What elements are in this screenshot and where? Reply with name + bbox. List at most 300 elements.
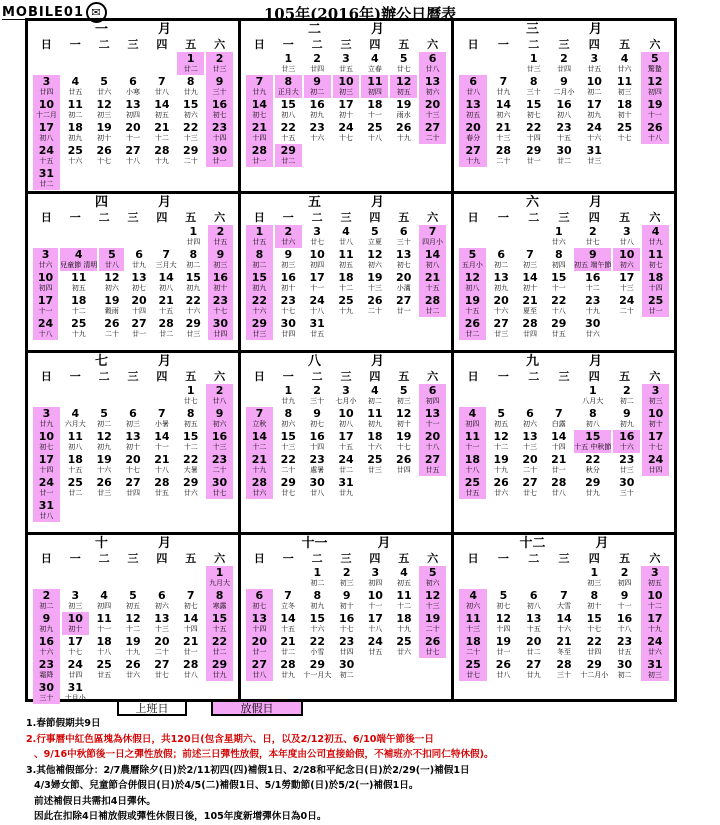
day-cell	[361, 384, 388, 407]
holiday-day-cell	[459, 453, 486, 476]
days-grid	[245, 52, 447, 167]
day-number: 13	[526, 612, 542, 625]
day-cell	[610, 121, 638, 144]
holiday-day-cell	[613, 248, 640, 271]
lunar-date: 立春	[367, 65, 382, 73]
lunar-date: 初十	[648, 420, 663, 428]
lunar-date: 廿一	[252, 648, 267, 656]
day-cell	[120, 589, 147, 612]
lunar-date: 初五	[71, 284, 86, 292]
day-number: 9	[622, 407, 631, 420]
day-number: 25	[647, 294, 664, 307]
lunar-date: 初十	[522, 284, 537, 292]
lunar-date: 十三	[281, 443, 296, 451]
day-number: 8	[189, 248, 198, 261]
day-number: 1	[313, 566, 322, 579]
lunar-date: 廿六	[647, 648, 662, 656]
day-cell	[517, 407, 544, 430]
weekday-label: 六	[214, 552, 226, 565]
day-cell	[610, 75, 638, 98]
day-number: 12	[396, 407, 412, 420]
lunar-date: 十一	[38, 307, 53, 315]
month-suffix: 月	[371, 354, 385, 369]
lunar-date: 廿四	[648, 466, 663, 474]
holiday-day-cell	[419, 121, 446, 144]
day-number: 24	[647, 635, 663, 648]
lunar-date: 廿九	[39, 420, 54, 428]
day-number: 30	[211, 476, 228, 489]
weekday-label: 一	[497, 211, 509, 224]
lunar-date: 二十	[154, 648, 169, 656]
weekday-label: 三	[558, 370, 570, 383]
day-number: 19	[96, 453, 112, 466]
holiday-day-cell	[459, 407, 486, 430]
day-number: 22	[586, 635, 602, 648]
day-cell	[361, 453, 388, 476]
day-cell	[304, 384, 331, 407]
day-cell	[177, 453, 204, 476]
day-cell	[390, 384, 417, 407]
weekday-label: 四	[156, 38, 168, 51]
lunar-date: 廿五	[368, 648, 383, 656]
lunar-date: 初四	[38, 284, 53, 292]
holiday-day-cell	[574, 248, 611, 271]
day-number: 24	[38, 144, 55, 157]
days-grid	[458, 384, 670, 499]
lunar-date: 十二	[154, 134, 169, 142]
lunar-date: 初九	[494, 284, 509, 292]
day-number: 23	[212, 294, 229, 307]
day-number: 31	[647, 658, 663, 671]
day-number: 26	[647, 121, 663, 134]
lunar-date: 二十	[104, 330, 119, 338]
lunar-date: 廿八	[252, 671, 267, 679]
day-cell	[574, 317, 611, 340]
day-number: 20	[526, 635, 542, 648]
lunar-date: 廿五	[465, 489, 480, 497]
day-cell	[361, 271, 388, 294]
weekday-label: 六	[649, 370, 661, 383]
day-cell	[275, 453, 302, 476]
lunar-date: 初三	[648, 397, 663, 405]
day-number: 28	[251, 476, 268, 489]
weekday-label: 二	[98, 38, 110, 51]
lunar-date: 初六	[104, 284, 119, 292]
lunar-date: 初六	[183, 111, 198, 119]
weekday-label: 二	[311, 552, 323, 565]
lunar-date: 十五	[39, 157, 54, 165]
holiday-day-cell	[459, 589, 487, 612]
lunar-date: 初五	[396, 88, 411, 96]
lunar-date: 廿四	[39, 88, 54, 96]
lunar-date: 初八	[465, 284, 480, 292]
day-cell	[304, 294, 331, 317]
holiday-day-cell	[459, 430, 486, 453]
day-number: 27	[424, 453, 441, 466]
lunar-date: 二十	[522, 466, 537, 474]
day-number: 16	[280, 271, 296, 284]
day-number: 26	[125, 658, 141, 671]
lunar-date: 十五	[465, 307, 480, 315]
day-cell	[391, 635, 418, 658]
lunar-date: 十一月大	[303, 671, 332, 679]
lunar-date: 廿八	[39, 512, 54, 520]
day-number: 26	[493, 476, 509, 489]
lunar-date: 十一	[368, 602, 383, 610]
day-cell	[361, 248, 388, 271]
day-number: 26	[96, 476, 112, 489]
holiday-day-cell	[33, 453, 60, 476]
lunar-date: 初六	[154, 602, 169, 610]
day-number: 4	[71, 407, 80, 420]
day-number: 18	[647, 271, 664, 284]
day-number: 23	[556, 121, 572, 134]
day-number: 29	[526, 144, 542, 157]
lunar-date: 初四	[617, 579, 632, 587]
holiday-day-cell	[246, 476, 273, 499]
day-number: 1	[186, 52, 195, 65]
month-suffix: 月	[158, 22, 172, 37]
holiday-day-cell	[275, 225, 302, 248]
day-cell	[333, 248, 360, 271]
weekday-label: 一	[69, 370, 81, 383]
day-number: 30	[619, 476, 635, 489]
day-number: 18	[367, 430, 383, 443]
day-number: 6	[469, 75, 477, 88]
holiday-day-cell	[419, 430, 446, 453]
empty-cell	[488, 384, 515, 407]
day-cell	[91, 453, 118, 476]
lunar-date: 廿五	[97, 671, 112, 679]
weekday-header	[458, 551, 670, 566]
holiday-day-cell	[419, 248, 446, 271]
day-number: 29	[280, 476, 296, 489]
day-number: 12	[125, 612, 141, 625]
month-suffix: 月	[371, 22, 385, 37]
day-cell	[517, 476, 544, 499]
day-cell	[574, 271, 611, 294]
lunar-date: 十六	[619, 443, 634, 451]
day-number: 28	[158, 317, 174, 330]
day-number: 14	[522, 271, 538, 284]
weekday-label: 二	[528, 552, 540, 565]
day-number: 10	[619, 248, 635, 261]
lunar-date: 廿二	[281, 157, 296, 165]
weekday-label: 一	[497, 38, 509, 51]
lunar-date: 初六	[212, 420, 227, 428]
lunar-date: 廿五	[252, 238, 267, 246]
day-number: 23	[38, 658, 55, 671]
day-cell	[275, 589, 302, 612]
lunar-date: 二十	[425, 625, 440, 633]
weekday-label: 五	[398, 552, 410, 565]
day-number: 3	[651, 566, 659, 579]
day-cell	[550, 52, 578, 75]
day-cell	[275, 121, 302, 144]
holiday-day-cell	[33, 98, 60, 121]
holiday-day-cell	[206, 635, 233, 658]
day-number: 4	[651, 225, 660, 238]
day-number: 29	[309, 658, 325, 671]
holiday-day-cell	[641, 658, 669, 681]
holiday-day-cell	[642, 453, 669, 476]
month-suffix: 月	[595, 536, 609, 551]
day-cell	[333, 635, 360, 658]
day-cell	[148, 407, 175, 430]
lunar-date: 廿八	[466, 88, 481, 96]
lunar-date: 廿三	[186, 330, 201, 338]
lunar-date: 廿七	[466, 671, 481, 679]
day-number: 11	[465, 612, 481, 625]
day-number: 23	[309, 453, 325, 466]
empty-cell	[545, 384, 572, 407]
month-2	[241, 21, 454, 194]
day-cell	[361, 407, 388, 430]
lunar-date: 廿九	[338, 489, 353, 497]
day-number: 25	[67, 476, 83, 489]
lunar-date: 初十	[213, 284, 228, 292]
empty-cell	[459, 566, 487, 589]
day-number: 15	[586, 612, 602, 625]
day-number: 15	[280, 430, 296, 443]
holiday-day-cell	[33, 476, 60, 499]
days-grid	[245, 566, 447, 681]
day-number: 10	[309, 248, 325, 261]
holiday-day-cell	[246, 271, 273, 294]
holiday-day-cell	[641, 635, 669, 658]
holiday-day-cell	[574, 430, 611, 453]
lunar-date: 廿六	[551, 238, 566, 246]
lunar-date: 廿二	[212, 648, 227, 656]
holiday-day-cell	[246, 635, 273, 658]
lunar-date: 兒童節 清明	[60, 261, 98, 269]
weekday-label: 三	[127, 370, 139, 383]
day-cell	[304, 52, 331, 75]
lunar-date: 十一	[310, 284, 325, 292]
day-number: 24	[309, 294, 325, 307]
day-number: 16	[211, 430, 228, 443]
day-cell	[580, 612, 608, 635]
day-cell	[580, 144, 608, 167]
day-cell	[304, 98, 331, 121]
day-number: 25	[67, 144, 83, 157]
days-grid	[458, 225, 670, 340]
day-number: 16	[619, 430, 635, 443]
day-number: 18	[71, 294, 87, 307]
lunar-date: 十九	[396, 625, 411, 633]
day-number: 30	[616, 658, 633, 671]
holiday-day-cell	[419, 52, 446, 75]
lunar-date: 廿四	[125, 489, 140, 497]
day-number: 14	[251, 430, 268, 443]
holiday-day-cell	[642, 407, 669, 430]
day-cell	[62, 658, 89, 681]
lunar-date: 十月小	[64, 694, 86, 702]
day-number: 19	[367, 271, 383, 284]
holiday-day-cell	[642, 248, 669, 271]
day-cell	[91, 75, 118, 98]
lunar-date: 初七	[310, 420, 325, 428]
lunar-date: 大雪	[556, 602, 571, 610]
holiday-day-cell	[33, 144, 60, 167]
day-cell	[99, 294, 124, 317]
lunar-date: 廿七	[310, 238, 325, 246]
weekday-label: 二	[528, 38, 540, 51]
lunar-date: 初七	[39, 443, 54, 451]
lunar-date: 廿四	[310, 65, 325, 73]
day-cell	[99, 271, 124, 294]
day-number: 5	[108, 248, 116, 261]
lunar-date: 廿八	[338, 238, 353, 246]
day-number: 20	[125, 453, 141, 466]
day-number: 3	[71, 589, 80, 602]
lunar-date: 初二	[617, 671, 632, 679]
holiday-day-cell	[275, 75, 302, 98]
day-number: 12	[396, 75, 412, 88]
month-10	[28, 535, 241, 702]
lunar-date: 十三	[212, 443, 227, 451]
day-number: 12	[464, 271, 481, 284]
lunar-date: 初四	[465, 420, 480, 428]
lunar-date: 十四	[39, 466, 54, 474]
day-number: 22	[183, 121, 199, 134]
weekday-label: 三	[340, 38, 352, 51]
weekday-label: 三	[558, 211, 570, 224]
day-number: 14	[424, 248, 441, 261]
day-cell	[580, 589, 608, 612]
lunar-date: 秋分	[585, 466, 600, 474]
day-number: 17	[38, 453, 55, 466]
weekday-label: 二	[528, 211, 540, 224]
lunar-date: 十七	[97, 157, 112, 165]
weekday-label: 六	[214, 370, 226, 383]
holiday-day-cell	[459, 248, 486, 271]
day-cell	[126, 294, 151, 317]
day-number: 13	[493, 271, 509, 284]
lunar-date: 廿八	[104, 261, 119, 269]
day-number: 23	[309, 121, 325, 134]
day-number: 13	[125, 430, 141, 443]
lunar-date: 廿三	[526, 65, 541, 73]
lunar-date: 初十	[339, 602, 354, 610]
day-number: 18	[465, 635, 481, 648]
day-number: 8	[284, 75, 293, 88]
month-number: 四	[94, 195, 108, 210]
weekday-label: 四	[369, 38, 381, 51]
day-number: 10	[38, 430, 55, 443]
day-cell	[613, 453, 640, 476]
lunar-date: 穀雨	[104, 307, 119, 315]
weekday-label: 二	[528, 370, 540, 383]
lunar-date: 二十	[183, 157, 198, 165]
weekday-label: 二	[311, 211, 323, 224]
holiday-day-cell	[419, 98, 446, 121]
day-cell	[177, 407, 204, 430]
day-number: 5	[428, 566, 437, 579]
lunar-date: 初十	[125, 443, 140, 451]
lunar-date: 十二	[183, 443, 198, 451]
day-number: 15	[185, 271, 201, 284]
lunar-date: 廿七	[154, 671, 169, 679]
day-cell	[489, 658, 517, 681]
lunar-date: 初七	[648, 261, 663, 269]
lunar-date: 十五	[556, 134, 571, 142]
day-number: 15	[526, 98, 542, 111]
day-cell	[391, 589, 418, 612]
day-number: 20	[522, 453, 538, 466]
day-cell	[62, 144, 89, 167]
day-number: 2	[215, 384, 224, 397]
day-number: 18	[396, 612, 412, 625]
empty-cell	[517, 225, 544, 248]
day-number: 23	[619, 453, 635, 466]
day-cell	[275, 248, 302, 271]
lunar-date: 十五	[526, 625, 541, 633]
lunar-date: 廿一	[39, 489, 54, 497]
day-number: 8	[529, 75, 538, 88]
day-number: 30	[556, 144, 572, 157]
lunar-date: 廿一	[396, 307, 411, 315]
holiday-day-cell	[642, 384, 669, 407]
lunar-date: 初八	[556, 111, 571, 119]
month-title	[28, 195, 238, 210]
day-number: 6	[529, 589, 538, 602]
lunar-date: 初八	[39, 134, 54, 142]
day-cell	[610, 635, 638, 658]
day-number: 11	[367, 75, 383, 88]
note-line: 前述補假日共需扣4日彈休。	[34, 795, 156, 807]
holiday-day-cell	[642, 271, 669, 294]
lunar-date: 廿三	[619, 466, 634, 474]
day-cell	[550, 75, 578, 98]
month-suffix: 月	[158, 354, 172, 369]
day-number: 12	[495, 612, 512, 625]
day-cell	[177, 589, 204, 612]
lunar-date: 十八	[617, 625, 632, 633]
calendar-grid	[25, 18, 677, 702]
holiday-day-cell	[641, 52, 669, 75]
weekday-label: 日	[467, 552, 479, 565]
lunar-date: 廿二	[68, 489, 83, 497]
day-cell	[126, 248, 151, 271]
day-cell	[91, 407, 118, 430]
lunar-date: 初二	[367, 397, 382, 405]
lunar-date: 十一	[125, 134, 140, 142]
holiday-day-cell	[419, 453, 446, 476]
holiday-day-cell	[206, 566, 233, 589]
day-cell	[91, 658, 118, 681]
day-number: 16	[212, 271, 229, 284]
lunar-date: 廿八	[183, 671, 198, 679]
holiday-day-cell	[206, 589, 233, 612]
day-number: 11	[367, 407, 383, 420]
lunar-date: 初九	[310, 602, 325, 610]
day-cell	[177, 476, 204, 499]
month-title	[241, 536, 451, 551]
lunar-date: 十五	[212, 625, 227, 633]
day-cell	[120, 635, 147, 658]
lunar-date: 廿八	[425, 65, 440, 73]
day-cell	[489, 75, 517, 98]
holiday-day-cell	[33, 121, 60, 144]
lunar-date: 初四	[125, 111, 140, 119]
day-number: 17	[586, 98, 602, 111]
day-number: 26	[425, 635, 441, 648]
empty-cell	[148, 566, 175, 589]
day-number: 16	[585, 271, 601, 284]
day-number: 7	[526, 248, 534, 261]
note-line: 2.行事曆中紅色區塊為休假日，共120日(包含星期六、日，以及2/12初五、6/10端午節後一日	[26, 733, 434, 745]
